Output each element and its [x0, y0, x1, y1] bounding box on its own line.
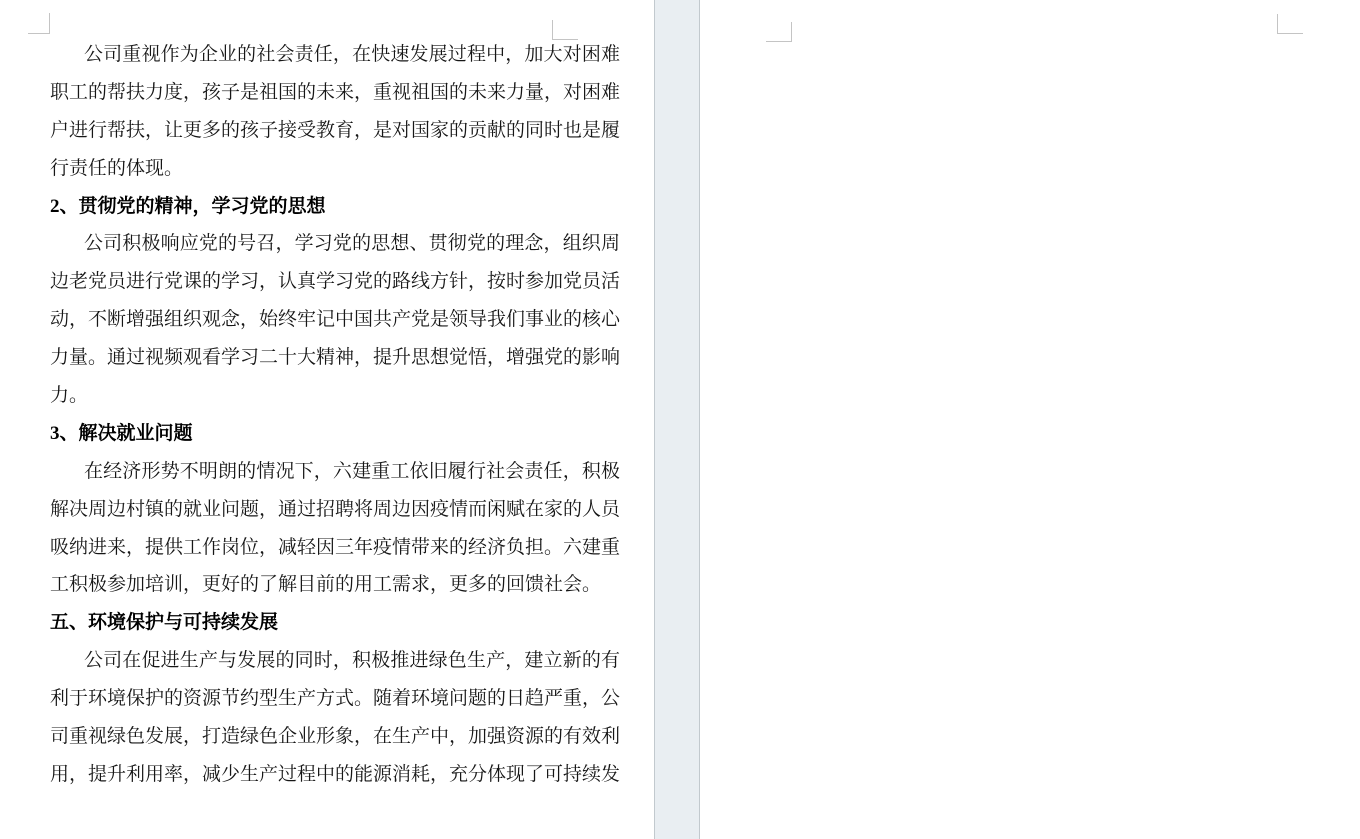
text-line: 边老党员进行党课的学习，认真学习党的路线方针，按时参加党员活 — [50, 271, 621, 293]
text-line: 吸纳进来，提供工作岗位，减轻因三年疫情带来的经济负担。六建重 — [50, 536, 621, 558]
text-line: 解决周边村镇的就业问题，通过招聘将周边因疫情而闲赋在家的人员 — [50, 498, 621, 520]
text-line: 动，不断增强组织观念，始终牢记中国共产党是领导我们事业的核心 — [50, 309, 621, 331]
text-boundary-corner-mark — [1277, 14, 1303, 34]
text-boundary-corner-mark — [552, 20, 578, 40]
document-page-right — [700, 0, 1360, 839]
text-boundary-corner-mark — [28, 13, 50, 34]
text-line: 公司积极响应党的号召，学习党的思想、贯彻党的理念，组织周 — [84, 233, 620, 255]
page-gutter — [654, 0, 700, 839]
text-line: 公司在促进生产与发展的同时，积极推进绿色生产，建立新的有 — [84, 650, 620, 672]
left-page-text-column — [50, 36, 620, 794]
text-line: 工积极参加培训，更好的了解目前的用工需求，更多的回馈社会。 — [50, 574, 602, 596]
section-heading: 2、贯彻党的精神，学习党的思想 — [50, 195, 326, 217]
text-line: 户进行帮扶，让更多的孩子接受教育，是对国家的贡献的同时也是履 — [50, 119, 621, 141]
section-heading: 3、解决就业问题 — [50, 422, 193, 444]
section-heading: 五、环境保护与可持续发展 — [50, 612, 279, 634]
document-page-left — [0, 0, 654, 839]
text-boundary-corner-mark — [766, 22, 792, 42]
text-line: 行责任的体现。 — [50, 157, 184, 179]
text-line: 公司重视作为企业的社会责任，在快速发展过程中，加大对困难 — [84, 44, 620, 65]
text-line: 力量。通过视频观看学习二十大精神，提升思想觉悟，增强党的影响 — [50, 347, 621, 369]
text-line: 在经济形势不明朗的情况下，六建重工依旧履行社会责任，积极 — [84, 460, 620, 482]
text-line: 司重视绿色发展，打造绿色企业形象，在生产中，加强资源的有效利 — [50, 726, 621, 748]
text-line: 力。 — [50, 385, 89, 407]
text-line: 利于环境保护的资源节约型生产方式。随着环境问题的日趋严重，公 — [50, 688, 621, 710]
text-line: 职工的帮扶力度，孩子是祖国的未来，重视祖国的未来力量，对困难 — [50, 81, 621, 103]
text-line: 用，提升利用率，减少生产过程中的能源消耗，充分体现了可持续发 — [50, 763, 621, 785]
